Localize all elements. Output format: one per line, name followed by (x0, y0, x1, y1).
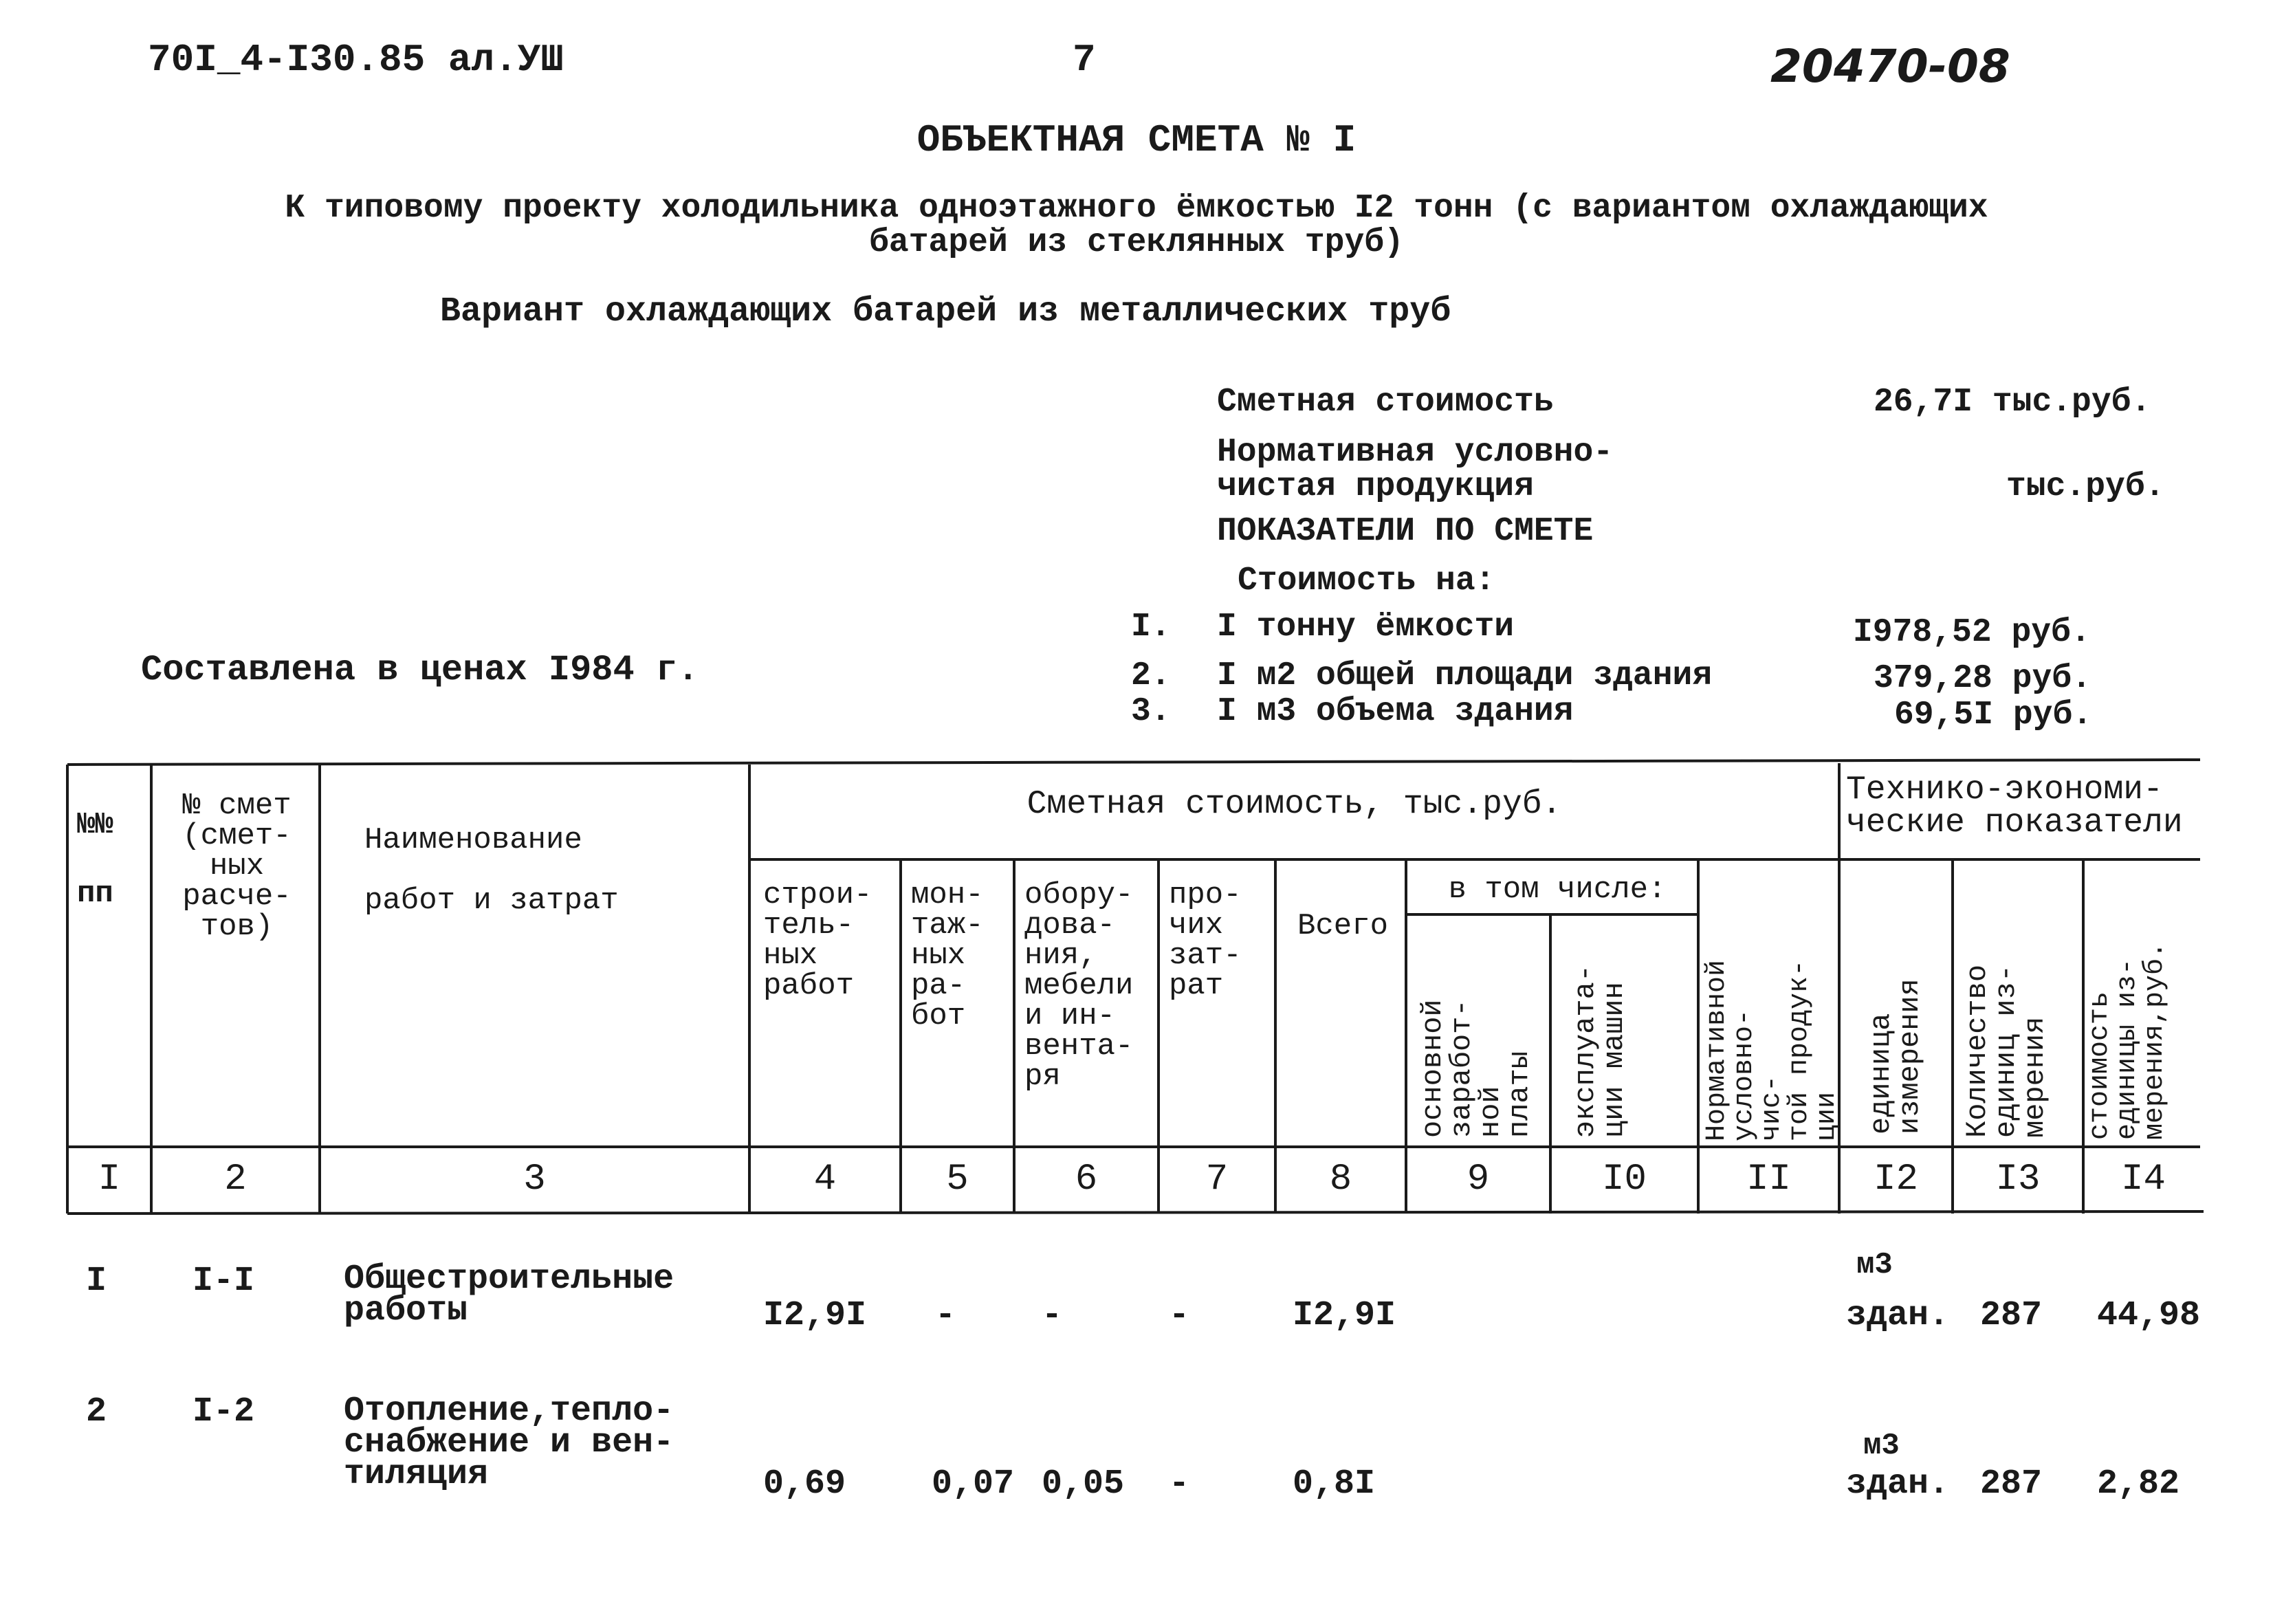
header-cost-group: Сметная стоимость, тыс.руб. (1026, 786, 1562, 823)
column-number: 4 (813, 1159, 837, 1200)
row-construction: I2,9I (763, 1296, 867, 1335)
header-estimate: № смет (смет- ных расче- тов) (182, 789, 292, 944)
header-normative-cell (1698, 859, 1843, 1147)
row-estimate: I-I (193, 1262, 255, 1301)
row-installation: - (935, 1296, 956, 1335)
header-quantity: Количество единиц из- мерения (1961, 964, 2052, 1138)
row-construction: 0,69 (763, 1464, 846, 1504)
column-number: 3 (523, 1159, 546, 1200)
indicator-value: I978,52 руб. (1853, 614, 2091, 651)
header-other: про- чих зат- рат (1169, 878, 1242, 1003)
row-name: Отопление,тепло- снабжение и вен- тиляция (344, 1392, 674, 1494)
row-equipment: 0,05 (1042, 1464, 1125, 1504)
document-code: 70I_4-I30.85 ал.УШ (148, 38, 564, 82)
header-installation: мон- таж- ных ра- бот (911, 878, 984, 1033)
header-total: Всего (1297, 909, 1389, 943)
indicator-value: 69,5I руб. (1894, 696, 2093, 734)
column-number: I3 (1995, 1159, 2041, 1200)
column-number: 9 (1467, 1159, 1490, 1200)
header-machines-cell (1550, 914, 1698, 1147)
column-number: 6 (1075, 1159, 1098, 1200)
column-number: I2 (1874, 1159, 1918, 1200)
indicator-number: I. (1131, 608, 1171, 646)
column-number: 7 (1205, 1159, 1229, 1200)
cost-value: 26,7I тыс.руб. (1874, 384, 2151, 421)
indicator-value: 379,28 руб. (1874, 660, 2091, 697)
row-unit-superscript: м3 (1856, 1248, 1893, 1282)
page-number: 7 (1073, 38, 1096, 82)
column-number: I0 (1602, 1159, 1647, 1200)
normative-label: Нормативная условно- чистая продукция (1217, 434, 1614, 505)
row-unit-cost: 2,82 (2097, 1464, 2180, 1504)
variant-line: Вариант охлаждающих батарей из металлических труб (440, 292, 1451, 331)
cost-label: Сметная стоимость (1217, 384, 1554, 421)
header-normative: Нормативной условно-чис- той продук- ции (1702, 959, 1843, 1141)
column-number: 5 (946, 1159, 969, 1200)
row-name: Общестроительные работы (344, 1260, 674, 1330)
indicator-label: I м3 объема здания (1217, 693, 1574, 730)
column-number: 8 (1329, 1159, 1352, 1200)
row-installation: 0,07 (932, 1464, 1015, 1504)
row-pp: I (86, 1262, 107, 1301)
row-quantity: 287 (1980, 1464, 2043, 1504)
indicator-label: I тонну ёмкости (1217, 608, 1515, 646)
header-tech-group: Технико-экономи- ческие показатели (1846, 771, 2183, 842)
row-unit-cost: 44,98 (2097, 1296, 2201, 1335)
header-unit: единица измерения (1865, 978, 1926, 1134)
row-other: - (1169, 1464, 1190, 1504)
header-wages-cell (1406, 914, 1550, 1147)
header-unit-cost: стоимость единицы из- мерения,руб. (2085, 941, 2171, 1140)
row-pp: 2 (86, 1392, 107, 1431)
column-number: II (1746, 1159, 1791, 1200)
prices-note: Составлена в ценах I984 г. (141, 650, 699, 690)
header-unit-cell (1839, 859, 1953, 1147)
row-total: 0,8I (1293, 1464, 1376, 1504)
header-pp: №№ пп (77, 808, 113, 911)
row-equipment: - (1042, 1296, 1063, 1335)
row-other: - (1169, 1296, 1190, 1335)
handwritten-stamp: 20470-08 (1770, 40, 2010, 93)
indicator-label: I м2 общей площади здания (1217, 657, 1713, 694)
header-wages: основной заработ- ной платы (1416, 999, 1536, 1138)
row-unit: здан. (1846, 1464, 1950, 1504)
row-estimate: I-2 (193, 1392, 255, 1431)
header-name: Наименование работ и затрат (364, 823, 619, 918)
indicators-heading: ПОКАЗАТЕЛИ ПО СМЕТЕ (1217, 513, 1594, 550)
document-title: ОБЪЕКТНАЯ СМЕТА № I (916, 118, 1357, 162)
normative-value: тыс.руб. (2006, 468, 2165, 505)
row-quantity: 287 (1980, 1296, 2043, 1335)
header-including: в том числе: (1448, 873, 1667, 907)
cost-per-heading: Стоимость на: (1238, 562, 1495, 600)
document-subtitle: К типовому проекту холодильника одноэтажного ёмкостью I2 тонн (с вариантом охлаждающих батарей из стеклянных труб) (285, 190, 1988, 261)
row-total: I2,9I (1293, 1296, 1396, 1335)
header-unit-cost-cell (2083, 859, 2204, 1147)
indicator-number: 2. (1131, 657, 1171, 694)
row-unit: здан. (1846, 1296, 1950, 1335)
table-header-bottom (67, 1211, 2204, 1214)
row-unit-superscript: м3 (1863, 1429, 1900, 1463)
header-construction: строи- тель- ных работ (763, 878, 872, 1003)
column-number: I (98, 1159, 121, 1200)
column-number: 2 (224, 1159, 247, 1200)
header-machines: эксплуата- ции машин (1569, 964, 1631, 1138)
column-number: I4 (2121, 1159, 2166, 1200)
indicator-number: 3. (1131, 693, 1171, 730)
header-equipment: обору- дова- ния, мебели и ин- вента- ря (1024, 878, 1134, 1094)
table-top-border (67, 760, 2200, 765)
header-quantity-cell (1953, 859, 2083, 1147)
